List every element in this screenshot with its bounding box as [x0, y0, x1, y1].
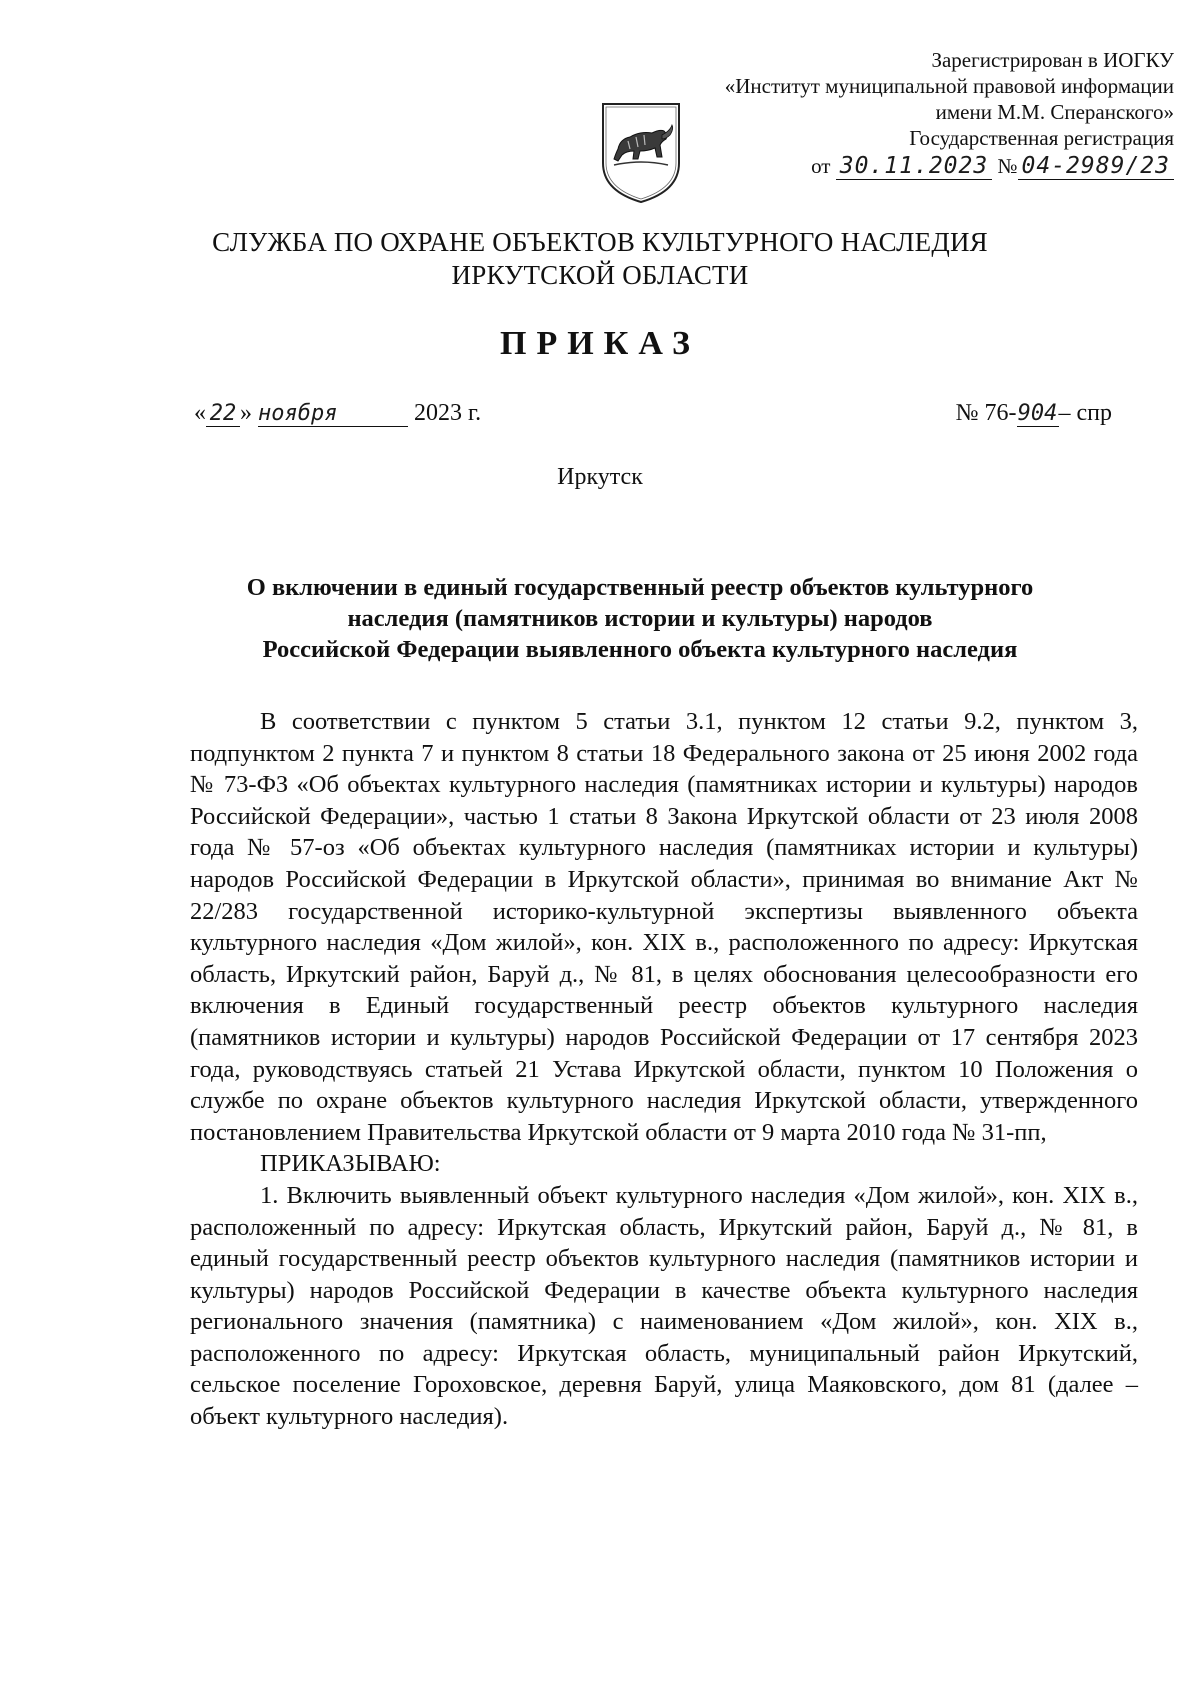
order-date	[194, 400, 481, 427]
order-number-suffix: – спр	[1058, 400, 1112, 426]
organization-line-2: ИРКУТСКОЙ ОБЛАСТИ	[451, 260, 749, 290]
order-word: ПРИКАЗЫВАЮ:	[260, 1150, 441, 1178]
order-number-prefix: № 76-	[955, 400, 1017, 426]
registration-date-prefix: от	[811, 154, 831, 178]
order-date-open-quote: «	[194, 400, 206, 426]
registration-line-2: «Институт муниципальной правовой информации	[724, 74, 1174, 98]
order-date-close-quote: »	[240, 400, 252, 426]
city: Иркутск	[557, 464, 643, 490]
order-body	[190, 706, 1138, 1433]
registration-number-prefix: №	[997, 154, 1018, 178]
order-date-day: 22	[206, 401, 240, 427]
subject-line-2: наследия (памятников истории и культуры) народов	[347, 605, 933, 632]
registration-line-4: Государственная регистрация	[909, 126, 1174, 150]
organization-name	[0, 226, 1200, 292]
order-subject	[150, 572, 1130, 665]
subject-line-1: О включении в единый государственный реестр объектов культурного	[246, 574, 1034, 601]
preamble-paragraph: В соответствии с пунктом 5 статьи 3.1, пунктом 12 статьи 9.2, пунктом 3, подпунктом 2 пункта 7 и пунктом 8 статьи 18 Федерального закона от 25 июня 2002 года № 73-ФЗ «Об объектах культурного наследия (памятниках истории и культуры) народов Российской Федерации», частью 1 статьи 8 Закона Иркутской области от 23 июля 2008 года № 57-оз «Об объектах культурного наследия (памятниках истории и культуры) народов Российской Федерации в Иркутской области», принимая во внимание Акт № 22/283 государственной историко-культурной экспертизы выявленного объекта культурного наследия «Дом жилой», кон. XIX в., расположенного по адресу: Иркутская область, Иркутский район, Баруй д., № 81, в целях обоснования целесообразности его включения в Единый государственный реестр объектов культурного наследия (памятников истории и культуры) народов Российской Федерации от 17 сентября 2023 года, руководствуясь статьей 21 Устава Иркутской области, пунктом 10 Положения о службе по охране объектов культурного наследия Иркутской области, утвержденного постановлением Правительства Иркутской области от 9 марта 2010 года № 31-пп,	[190, 708, 1138, 1146]
order-date-month: ноября	[258, 401, 408, 427]
registration-stamp	[654, 47, 1174, 180]
subject-line-3: Российской Федерации выявленного объекта культурного наследия	[262, 636, 1018, 663]
registration-date-number	[654, 153, 1174, 180]
registration-line-3: имени М.М. Сперанского»	[935, 100, 1174, 124]
order-date-year: 2023 г.	[414, 400, 482, 426]
order-number-handwritten: 904	[1017, 401, 1058, 426]
order-item-1: 1. Включить выявленный объект культурного наследия «Дом жилой», кон. XIX в., расположенный по адресу: Иркутская область, Иркутский район, Баруй д., № 81, в единый государственный реестр объектов культурного наследия (памятников истории и культуры) народов Российской Федерации в качестве объекта культурного наследия регионального значения (памятника) с наименованием «Дом жилой», кон. XIX в., расположенного по адресу: Иркутская область, муниципальный район Иркутский, сельское поселение Гороховское, деревня Баруй, улица Маяковского, дом 81 (далее – объект культурного наследия).	[190, 1181, 1138, 1431]
order-number	[956, 400, 1112, 427]
registration-line-1: Зарегистрирован в ИОГКУ	[931, 48, 1174, 72]
registration-date-value: 30.11.2023	[836, 153, 992, 180]
irkutsk-coat-of-arms-icon	[600, 101, 682, 205]
registration-number-value: 04-2989/23	[1018, 153, 1174, 180]
document-title: ПРИКАЗ	[500, 325, 700, 362]
organization-line-1: СЛУЖБА ПО ОХРАНЕ ОБЪЕКТОВ КУЛЬТУРНОГО НАСЛЕДИЯ	[212, 227, 988, 257]
